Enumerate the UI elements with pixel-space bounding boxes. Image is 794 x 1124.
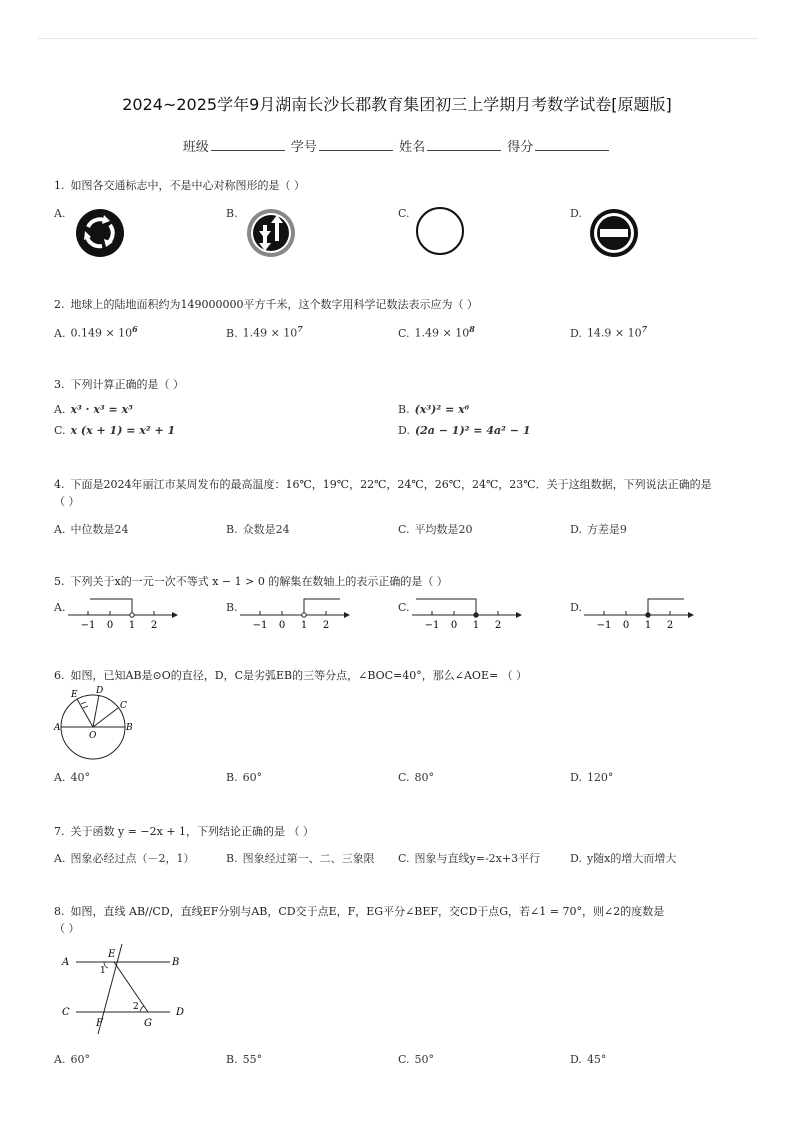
q3-option-d[interactable]: D. (2a − 1)² = 4a² − 1 — [398, 424, 531, 437]
q6-option-c[interactable]: C. 80° — [398, 771, 435, 784]
question-4: 4. 下面是2024年丽江市某周发布的最高温度：16℃，19℃，22℃，24℃，26℃，24℃，23℃．关于这组数据，下列说法正确的是 — [54, 478, 712, 491]
tick-label: −1 — [80, 620, 96, 631]
q4-option-b[interactable]: B. 众数是24 — [226, 523, 290, 536]
tick-label: 2 — [666, 620, 674, 631]
question-8: 8. 如图，直线 AB//CD，直线EF分别与AB，CD交于点E，F，EG平分∠BEF，交CD于点G，若∠1 = 70°，则∠2的度数是 — [54, 905, 665, 918]
figure-label: A — [62, 957, 70, 968]
name-blank[interactable] — [427, 138, 501, 151]
number-line-a — [68, 595, 178, 635]
q7-option-d[interactable]: D. y随x的增大而增大 — [570, 852, 677, 865]
tick-label: 1 — [128, 620, 136, 631]
question-3: 3. 下列计算正确的是（ ） — [54, 378, 184, 391]
question-8-answer-blank[interactable]: （ ） — [54, 922, 80, 935]
roundabout-sign-icon — [74, 207, 126, 259]
header-rule — [38, 38, 758, 39]
number-line-d — [584, 595, 694, 635]
tick-label: 0 — [450, 620, 458, 631]
q6-option-a[interactable]: A. 40° — [54, 771, 90, 784]
q2-option-d[interactable]: D. $14.9 \times 10^7$ — [570, 324, 648, 340]
parallel-lines-figure — [60, 942, 194, 1038]
circle-diameter-figure — [54, 686, 140, 766]
q2-option-b[interactable]: B. $1.49 \times 10^7$ — [226, 324, 303, 340]
q2-option-a[interactable]: A. $0.149 \times 10^6$ — [54, 324, 138, 340]
q4-option-d[interactable]: D. 方差是9 — [570, 523, 627, 536]
q8-option-b[interactable]: B. 55° — [226, 1053, 263, 1066]
student-info-line — [0, 136, 794, 155]
question-1-text: 如图各交通标志中，不是中心对称图形的是（ ） — [70, 179, 305, 192]
two-way-traffic-sign-icon — [245, 207, 297, 259]
figure-label: B — [126, 723, 133, 733]
figure-label: B — [172, 957, 180, 968]
q5-option-d[interactable]: D. — [570, 601, 582, 614]
q1-option-c[interactable]: C. — [398, 207, 410, 220]
figure-label: E — [71, 690, 78, 700]
figure-label: D — [96, 686, 104, 696]
question-2-text: 地球上的陆地面积约为149000000平方千米，这个数字用科学记数法表示应为（ ） — [70, 298, 478, 311]
question-7: 7. 关于函数 y = −2x + 1，下列结论正确的是 （ ） — [54, 825, 315, 838]
tick-label: 2 — [322, 620, 330, 631]
figure-label: 2 — [133, 1002, 139, 1012]
id-blank[interactable] — [319, 138, 393, 151]
q6-option-b[interactable]: B. 60° — [226, 771, 263, 784]
q5-option-c[interactable]: C. — [398, 601, 410, 614]
q6-option-d[interactable]: D. 120° — [570, 771, 614, 784]
question-8-text: 如图，直线 AB//CD，直线EF分别与AB，CD交于点E，F，EG平分∠BEF，交CD于点G，若∠1 = 70°，则∠2的度数是 — [70, 905, 665, 918]
page-title: 2024~2025学年9月湖南长沙长郡教育集团初三上学期月考数学试卷[原题版] — [122, 95, 672, 114]
q4-option-c[interactable]: C. 平均数是20 — [398, 523, 473, 536]
q1-option-a[interactable]: A. — [54, 207, 66, 220]
q7-option-a[interactable]: A. 图象必经过点（－2，1） — [54, 852, 195, 865]
score-label: 得分 — [507, 140, 534, 155]
question-7-text: 关于函数 y = −2x + 1，下列结论正确的是 （ ） — [70, 825, 315, 838]
circle-sign-icon — [416, 207, 468, 259]
number-line-c — [412, 595, 522, 635]
q8-option-c[interactable]: C. 50° — [398, 1053, 435, 1066]
score-blank[interactable] — [535, 138, 609, 151]
figure-label: G — [144, 1018, 152, 1029]
question-4-text: 下面是2024年丽江市某周发布的最高温度：16℃，19℃，22℃，24℃，26℃，24℃，23℃．关于这组数据，下列说法正确的是 — [70, 478, 712, 491]
tick-label: −1 — [424, 620, 440, 631]
q7-option-b[interactable]: B. 图象经过第一、二、三象限 — [226, 852, 375, 865]
id-label: 学号 — [290, 140, 317, 155]
class-blank[interactable] — [211, 138, 285, 151]
q4-option-a[interactable]: A. 中位数是24 — [54, 523, 129, 536]
tick-label: 1 — [472, 620, 480, 631]
question-2: 2. 地球上的陆地面积约为149000000平方千米，这个数字用科学记数法表示应为（ ） — [54, 298, 478, 311]
tick-label: 1 — [300, 620, 308, 631]
question-6-text: 如图，已知AB是⊙O的直径，D，C是劣弧EB的三等分点，∠BOC=40°，那么∠AOE= （ ） — [70, 669, 528, 682]
q5-option-a[interactable]: A. — [54, 601, 66, 614]
tick-label: 0 — [622, 620, 630, 631]
q3-option-b[interactable]: B. (x³)² = x⁶ — [398, 403, 470, 416]
tick-label: 0 — [106, 620, 114, 631]
figure-label: A — [54, 723, 61, 733]
name-label: 姓名 — [399, 140, 426, 155]
figure-label: D — [176, 1007, 185, 1018]
question-1: 1. 如图各交通标志中，不是中心对称图形的是（ ） — [54, 179, 305, 192]
question-3-text: 下列计算正确的是（ ） — [70, 378, 184, 391]
figure-label: C — [120, 701, 127, 711]
figure-label: 1 — [100, 966, 106, 976]
figure-label: C — [62, 1007, 70, 1018]
tick-label: −1 — [596, 620, 612, 631]
number-line-b — [240, 595, 350, 635]
figure-label: F — [96, 1018, 103, 1029]
question-5: 5. 下列关于x的一元一次不等式 x − 1 > 0 的解集在数轴上的表示正确的是（ ） — [54, 575, 448, 588]
q5-option-b[interactable]: B. — [226, 601, 238, 614]
q8-option-a[interactable]: A. 60° — [54, 1053, 90, 1066]
question-6: 6. 如图，已知AB是⊙O的直径，D，C是劣弧EB的三等分点，∠BOC=40°，那么∠AOE= （ ） — [54, 669, 528, 682]
tick-label: 2 — [150, 620, 158, 631]
q1-option-d[interactable]: D. — [570, 207, 582, 220]
figure-label: E — [108, 949, 116, 960]
q8-option-d[interactable]: D. 45° — [570, 1053, 607, 1066]
question-4-answer-blank[interactable]: （ ） — [54, 495, 80, 508]
figure-label: O — [89, 731, 97, 741]
q7-option-c[interactable]: C. 图象与直线y=-2x+3平行 — [398, 852, 541, 865]
q3-option-c[interactable]: C. x (x + 1) = x² + 1 — [54, 424, 176, 437]
question-5-text: 下列关于x的一元一次不等式 x − 1 > 0 的解集在数轴上的表示正确的是（ ） — [70, 575, 448, 588]
tick-label: −1 — [252, 620, 268, 631]
tick-label: 0 — [278, 620, 286, 631]
q1-option-b[interactable]: B. — [226, 207, 238, 220]
no-entry-sign-icon — [589, 207, 641, 259]
tick-label: 1 — [644, 620, 652, 631]
q2-option-c[interactable]: C. $1.49 \times 10^8$ — [398, 324, 475, 340]
class-label: 班级 — [182, 140, 209, 155]
q3-option-a[interactable]: A. x³ · x³ = x⁵ — [54, 403, 133, 416]
tick-label: 2 — [494, 620, 502, 631]
